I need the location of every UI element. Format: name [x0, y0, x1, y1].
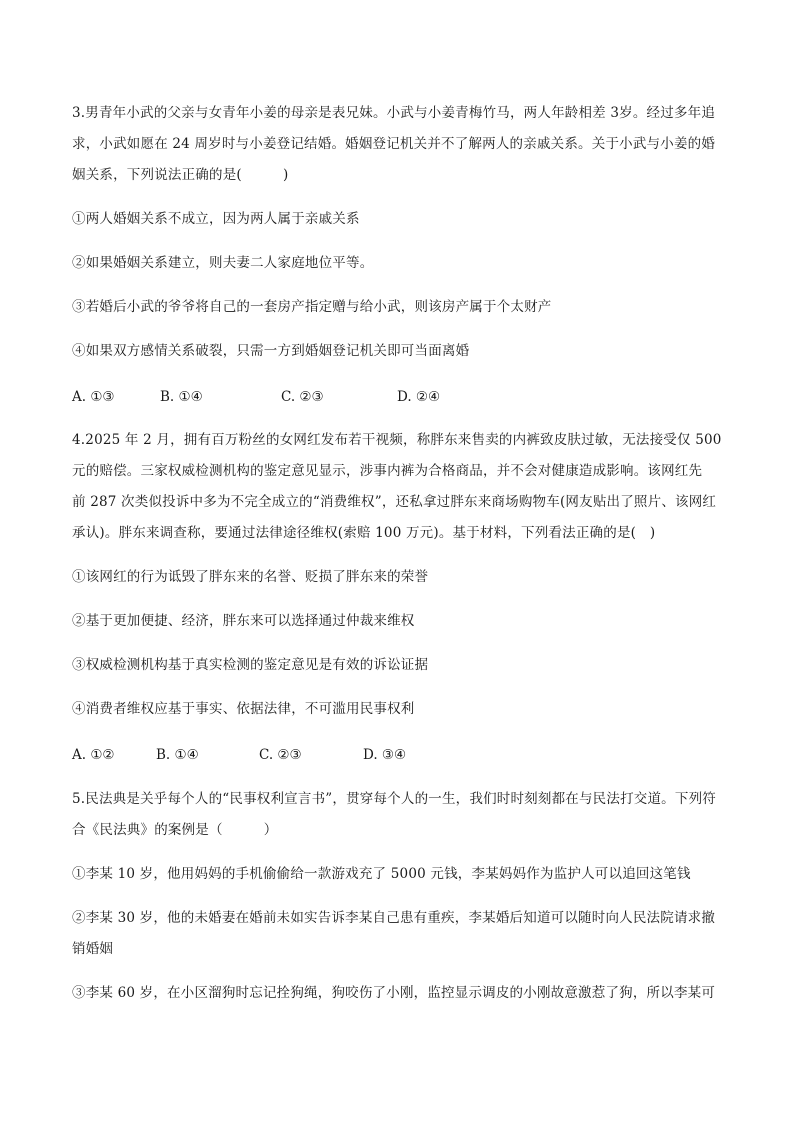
q4-item-2: ②基于更加便捷、经济，胖东来可以选择通过仲裁来维权: [72, 613, 415, 629]
q4-item-3: ③权威检测机构基于真实检测的鉴定意见是有效的诉讼证据: [72, 657, 429, 673]
q3-item-2: ②如果婚姻关系建立，则夫妻二人家庭地位平等。: [72, 255, 374, 271]
q3-item-3: ③若婚后小武的爷爷将自己的一套房产指定赠与给小武，则该房产属于个太财产: [72, 299, 552, 315]
q5-item-2-line-2: 销婚姻: [72, 941, 114, 957]
q4-option-c[interactable]: C. ②③: [259, 747, 302, 763]
q3-option-b[interactable]: B. ①④: [160, 389, 203, 405]
q3-option-c[interactable]: C. ②③: [281, 389, 324, 405]
q5-stem-line-1: 5.民法典是关乎每个人的“民事权利宣言书”，贯穿每个人的一生，我们时时刻刻都在与民法打交道。下列符: [72, 791, 716, 807]
q4-option-b[interactable]: B. ①④: [156, 747, 199, 763]
q5-item-1: ①李某 10 岁，他用妈妈的手机偷偷给一款游戏充了 5000 元钱，李某妈妈作为监护人可以追回这笔钱: [72, 866, 691, 882]
q4-stem-line-2: 元的赔偿。三家权威检测机构的鉴定意见显示，涉事内裤为合格商品，并不会对健康造成影响。该网红先: [72, 463, 703, 479]
q4-item-1: ①该网红的行为诋毁了胖东来的名誉、贬损了胖东来的荣誉: [72, 569, 429, 585]
q4-stem-line-1: 4.2025 年 2 月，拥有百万粉丝的女网红发布若干视频，称胖东来售卖的内裤致皮肤过敏，无法接受仅 500: [72, 432, 722, 448]
q3-stem-line-3: 姻关系，下列说法正确的是( ): [72, 167, 289, 183]
q4-stem-line-4: 承认)。胖东来调查称，要通过法律途径维权(索赔 100 万元)。基于材料，下列看法正确的是( ): [72, 525, 656, 541]
q4-option-d[interactable]: D. ③④: [363, 747, 407, 763]
q5-item-2-line-1: ②李某 30 岁，他的未婚妻在婚前未如实告诉李某自己患有重疾，李某婚后知道可以随时向人民法院请求撤: [72, 910, 716, 926]
q3-stem-line-2: 求，小武如愿在 24 周岁时与小姜登记结婚。婚姻登记机关并不了解两人的亲戚关系。关于小武与小姜的婚: [72, 136, 716, 152]
q3-option-a[interactable]: A. ①③: [72, 389, 115, 405]
q3-option-d[interactable]: D. ②④: [397, 389, 441, 405]
q3-item-1: ①两人婚姻关系不成立，因为两人属于亲戚关系: [72, 211, 360, 227]
q5-item-3: ③李某 60 岁，在小区溜狗时忘记拴狗绳，狗咬伤了小刚，监控显示调皮的小刚故意激惹了狗，所以李某可: [72, 985, 716, 1001]
q4-option-a[interactable]: A. ①②: [72, 747, 115, 763]
q5-stem-line-2: 合《民法典》的案例是（ ）: [72, 822, 278, 838]
q3-item-4: ④如果双方感情关系破裂，只需一方到婚姻登记机关即可当面离婚: [72, 343, 470, 359]
q4-stem-line-3: 前 287 次类似投诉中多为不完全成立的“消费维权”，还私拿过胖东来商场购物车(网友贴出了照片、该网红: [72, 494, 717, 510]
q3-stem-line-1: 3.男青年小武的父亲与女青年小姜的母亲是表兄妹。小武与小姜青梅竹马，两人年龄相差 3岁。经过多年追: [72, 105, 716, 121]
q4-item-4: ④消费者维权应基于事实、依据法律，不可滥用民事权利: [72, 701, 415, 717]
